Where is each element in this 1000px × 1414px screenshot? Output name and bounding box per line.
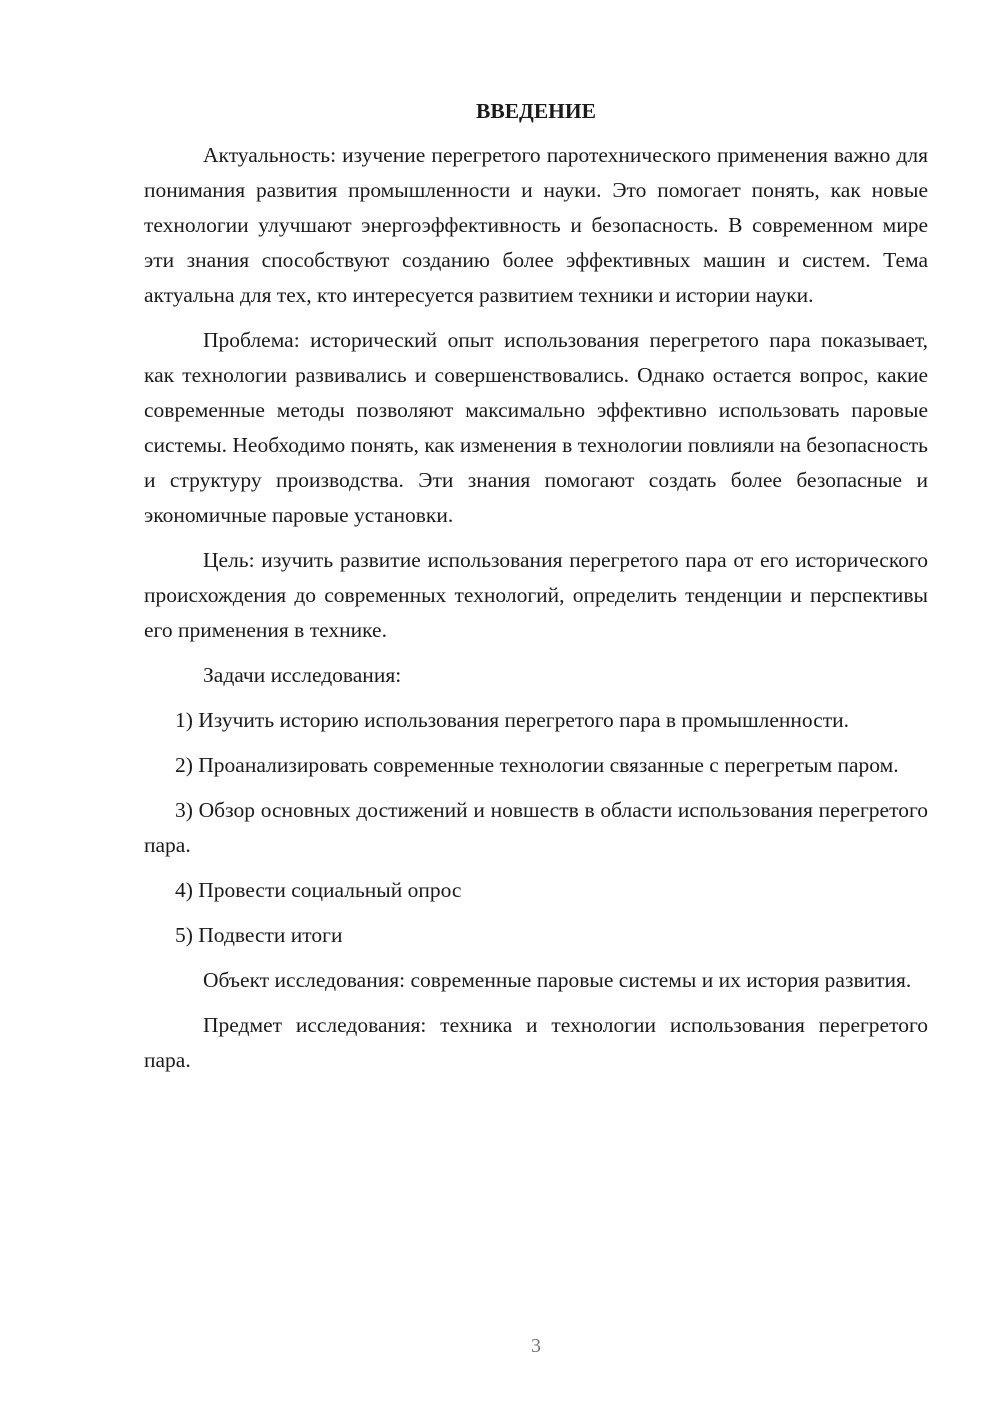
goal-paragraph: Цель: изучить развитие использования перегретого пара от его исторического происхождения до современных технологий, определить тенденции и перспективы его применения в технике. (144, 548, 928, 642)
object-paragraph: Объект исследования: современные паровые системы и их история развития. (203, 968, 912, 992)
task-item: 4) Провести социальный опрос (175, 878, 462, 902)
tasks-heading: Задачи исследования: (203, 663, 402, 687)
task-item: 1) Изучить историю использования перегретого пара в промышленности. (175, 708, 850, 732)
relevance-paragraph: Актуальность: изучение перегретого паротехнического применения важно для понимания развития промышленности и науки. Это помогает понять, как новые технологии улучшают энергоэффективность и безопасность. В современном мире эти знания способствуют созданию более эффективных машин и систем. Тема актуальна для тех, кто интересуется развитием техники и истории науки. (144, 143, 928, 307)
subject-paragraph: Предмет исследования: техника и технологии использования перегретого пара. (144, 1013, 928, 1072)
section-title: ВВЕДЕНИЕ (476, 99, 596, 123)
task-item: 5) Подвести итоги (175, 923, 343, 947)
page-content (144, 96, 928, 1088)
task-item: 3) Обзор основных достижений и новшеств в области использования перегретого пара. (144, 798, 928, 857)
problem-paragraph: Проблема: исторический опыт использования перегретого пара показывает, как технологии развивались и совершенствовались. Однако остается вопрос, какие современные методы позволяют максимально эффективно использовать паровые системы. Необходимо понять, как изменения в технологии повлияли на безопасность и структуру производства. Эти знания помогают создать более безопасные и экономичные паровые установки. (144, 328, 928, 527)
page-number: 3 (531, 1335, 541, 1357)
task-item: 2) Проанализировать современные технологии связанные с перегретым паром. (175, 753, 899, 777)
